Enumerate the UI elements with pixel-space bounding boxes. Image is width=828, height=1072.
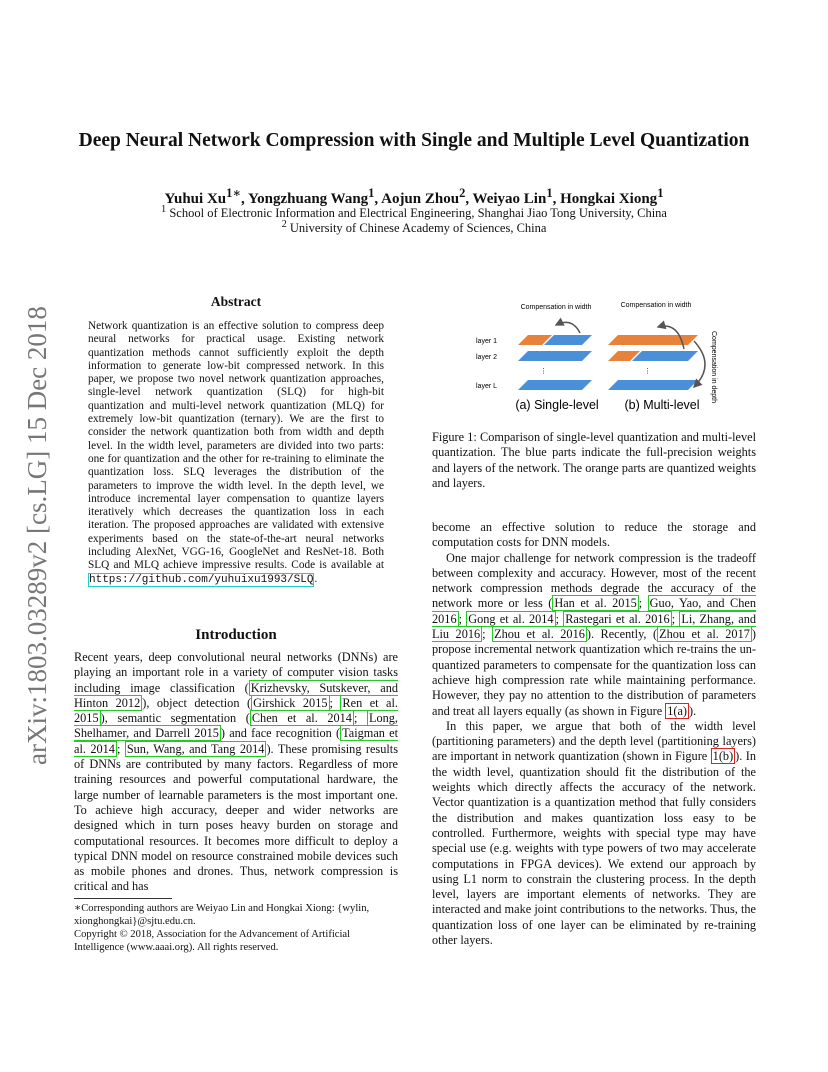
citation-link[interactable]: Gong et al. 2014 — [468, 611, 554, 626]
citation-link[interactable]: Taigman et al. 2014 — [74, 726, 399, 756]
citation-link[interactable]: Li, Zhang, and Liu 2016 — [432, 611, 756, 642]
panel-a-annotation: Compensation in width — [520, 304, 592, 311]
figure-ref-link[interactable]: 1(b) — [712, 749, 734, 764]
layer-label: layer 2 — [476, 354, 498, 361]
citation-link[interactable]: Ren et al. 2015 — [74, 695, 398, 726]
citation-link[interactable]: Zhou et al. 2016 — [494, 627, 585, 642]
layer-label: layer 1 — [476, 338, 498, 345]
layer-1-quantized — [608, 335, 698, 345]
intro-heading: Introduction — [195, 627, 277, 643]
layer-1-full-precision-part — [544, 335, 592, 345]
author: Aojun Zhou — [381, 191, 460, 207]
panel-b-depth-annotation: Compensation in depth — [710, 331, 717, 403]
subcaption-a: (a) Single-level — [515, 398, 599, 412]
affiliation-1: $^1$ School of Electronic Information and Electrical Engineering, Shanghai Jiao Tong University, China — [161, 204, 667, 221]
footnote-rule — [74, 898, 172, 899]
paragraph: One major challenge for network compression is the tradeoff between complexity and accuracy. However, most of the recent network compression methods degrade the accuracy of the network more or less ( Han et al. 2015 ; Guo, Yao, and Chen 2016 ; Gong et al. 2014 ; Rastegari et al. 2016 ; Li, Zhang, and Liu 2016 ; Zhou et al. 2016 ). Recently, ( Zhou et al. 2017 ) propose incremental network quantization which re-trains the un-quantized parameters to compensate for the quantization loss can achieve high compression rate while maintaining performance. However, they pay no attention to the distribution of parameters and treat all layers equally (as shown in Figure 1(a) ). — [432, 550, 756, 718]
panel-b-annotation: Compensation in width — [620, 302, 692, 309]
ellipsis: ⋮ — [644, 368, 651, 375]
layer-2-full-precision-part — [632, 351, 698, 361]
author: Yuhui Xu — [164, 191, 227, 207]
abstract-body: Network quantization is an effective solution to compress deep neural networks for practical usage. Existing network quantization methods cannot sufficiently exploit the depth information to generate low-bit compressed network. In this paper, we propose two novel network quantization approaches, single-level network quantization (SLQ) for high-bit quantization and multi-level network quantization (MLQ) for extremely low-bit quantization (ternary). We are the first to consider the network quantization both from width and depth level. In the width level, parameters are divided into two parts: one for quantization and the other for re-training to eliminate the quantization loss. SLQ leverages the distribution of the parameters to improve the width level. In the depth level, we introduce incremental layer compensation to quantize layers iteratively which decreases the quantization loss in each iteration. The proposed approaches are validated with extensive experiments based on the state-of-the-art neural networks including AlexNet, VGG-16, GoogleNet and ResNet-18. Both SLQ and MLQ achieve impressive results. Code is available at https://github.com/yuhuixu1993/SLQ. — [88, 320, 384, 586]
author: Weiyao Lin — [472, 191, 547, 207]
code-url-link[interactable]: https://github.com/yuhuixu1993/SLQ — [89, 573, 314, 586]
figure-caption: Figure 1: Comparison of single-level quantization and multi-level quantization. The blue parts indicate the full-precision weights and layers of the network. The orange parts are quantized weights and layers. — [432, 430, 756, 490]
author-list: Yuhui $Xu^{1∗}$, Yongzhuang Wang$^1$, Aojun Zhou$^2$, Weiyao Lin$^1$, Hongkai Xiong$^1$ — [164, 186, 664, 207]
subcaption-b: (b) Multi-level — [624, 398, 700, 412]
ellipsis: ⋮ — [540, 368, 547, 375]
paper-title: Deep Neural Network Compression with Single and Multiple Level Quantization — [78, 130, 750, 151]
citation-link[interactable]: Zhou et al. 2017 — [659, 627, 750, 642]
citation-link[interactable]: Chen et al. 2014 — [251, 711, 352, 726]
figure-1 — [432, 295, 756, 420]
figure-ref-link[interactable]: 1(a) — [667, 703, 688, 718]
citation-link[interactable]: Guo, Yao, and Chen 2016 — [432, 596, 756, 626]
footnote — [74, 902, 398, 954]
arxiv-stamp: arXiv:1803.03289v2 [cs.LG] 15 Dec 2018 — [22, 306, 52, 765]
citation-link[interactable]: Krizhevsky, Sutskever, and Hinton 2012 — [74, 680, 398, 710]
paragraph: In this paper, we argue that both of the width level (partitioning parameters) and the depth level (partitioning layers) are important in network quantization (shown in Figure 1(b) ). In the width level, quantization should fit the distribution of the weights which directly affects the accuracy of the network. Vector quantization is a quantization method that fully considers the distribution and makes quantization loss easy to be controlled. Furthermore, weights with special type may have special use (e.g. weights with type powers of two may accelerate computations in FPGA devices). We extend our approach by using L1 norm to constrain the clustering process. In the depth level, layers are important elements of networks. They are interacted and make joint contributions to the networks. Thus, the quantization loss of one layer can be eliminated by re-training other layers. — [432, 718, 756, 948]
copyright-note: Copyright © 2018, Association for the Advancement of Artificial Intelligence (www.aaai.org). All rights reserved. — [74, 929, 351, 953]
width-compensation-arrow — [556, 322, 580, 333]
corresponding-authors-note: ∗Corresponding authors are Weiyao Lin and Hongkai Xiong: {wylin, xionghongkai}@sjtu.edu.cn. — [74, 903, 370, 927]
right-column-text — [432, 520, 756, 948]
citation-link[interactable]: Han et al. 2015 — [554, 596, 637, 611]
layer-label: layer L — [476, 383, 498, 390]
citation-link[interactable]: Long, Shelhamer, and Darrell 2015 — [74, 711, 398, 741]
layer-l-full-precision-part — [518, 380, 592, 390]
layer-l-full-precision — [608, 380, 698, 390]
affiliation-2: $^2$ University of Chinese Academy of Sciences, China — [281, 219, 547, 236]
abstract-heading: Abstract — [210, 294, 262, 309]
paragraph: become an effective solution to reduce the storage and computation costs for DNN models. — [432, 520, 756, 550]
author: Hongkai Xiong — [560, 191, 658, 207]
citation-link[interactable]: Sun, Wang, and Tang 2014 — [126, 741, 265, 756]
citation-link[interactable]: Rastegari et al. 2016 — [565, 611, 670, 626]
citation-link[interactable]: Girshick 2015 — [253, 695, 328, 710]
layer-2-full-precision-part — [518, 351, 592, 361]
intro-paragraph: Recent years, deep convolutional neural networks (DNNs) are playing an important role in a variety of computer vision tasks including image classification ( Krizhevsky, Sutskever, and Hinton 2012 ), object detection ( Girshick 2015 ; Ren et al. 2015 ), semantic segmentation ( Chen et al. 2014 ; Long, Shelhamer, and Darrell 2015 ) and face recognition ( Taigman et al. 2014 ; Sun, Wang, and Tang 2014 ). These promising results of DNNs are contributed by many factors. Regardless of more training resources and powerful computational hardware, the large number of learnable parameters is the most important one. To achieve high accuracy, deeper and wider networks are designed which in turn poses heavy burden on storage and computational resources. It becomes more difficult to deploy a typical DNN model on resource constrained mobile devices such as mobile phones and drones. Thus, network compression is critical and has — [74, 650, 399, 894]
author: Yongzhuang Wang — [247, 191, 369, 207]
